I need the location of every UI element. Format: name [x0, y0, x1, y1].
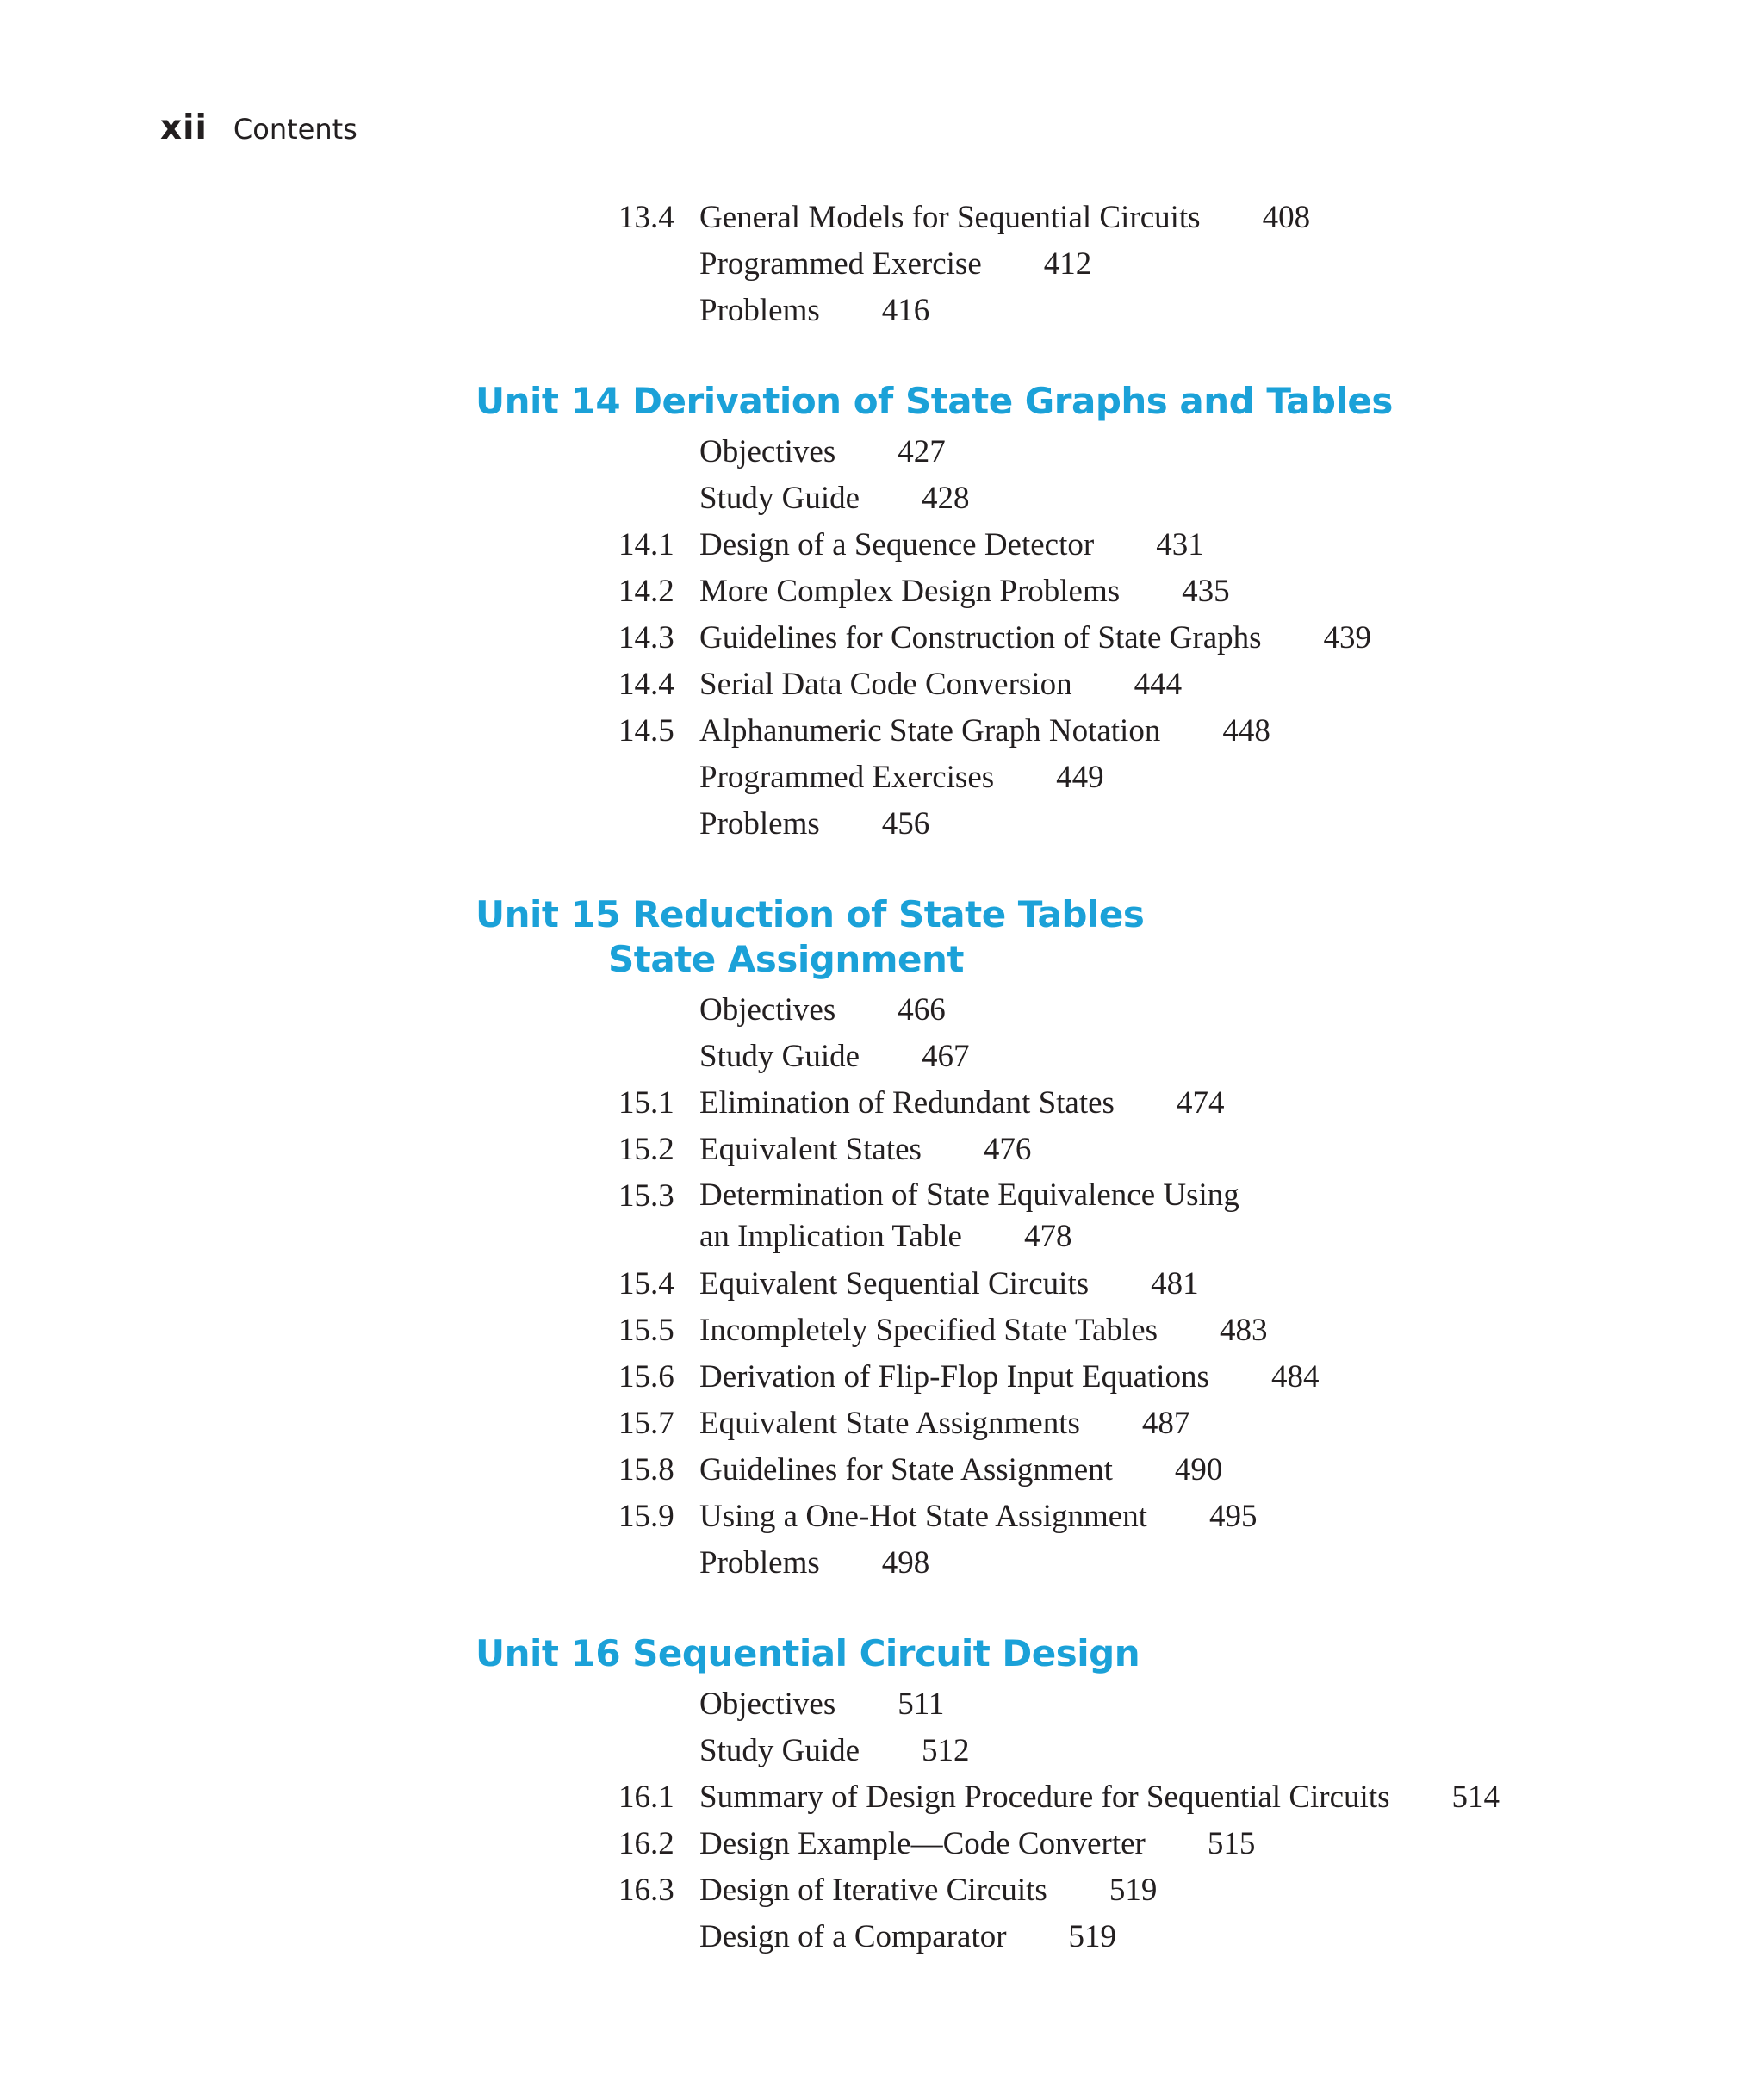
section-number: 14.3: [618, 620, 674, 655]
section-number: 15.3: [618, 1178, 674, 1214]
section-number: 13.4: [618, 200, 674, 235]
entry-title: Study Guide: [699, 1039, 860, 1074]
entry-title: More Complex Design Problems: [699, 574, 1121, 609]
section-number: 14.5: [618, 713, 674, 749]
entry-title: Summary of Design Procedure for Sequential Circuits: [699, 1780, 1390, 1815]
entry-page: 435: [1182, 574, 1230, 609]
section-number: 15.6: [618, 1359, 674, 1395]
entry-title: Incompletely Specified State Tables: [699, 1313, 1158, 1348]
running-head: [160, 109, 357, 160]
entry-page: 416: [881, 293, 930, 328]
entry-page: 444: [1134, 667, 1183, 702]
entry-title: Derivation of Flip-Flop Input Equations: [699, 1359, 1209, 1395]
entry-title: Guidelines for State Assignment: [699, 1452, 1113, 1488]
section-number: 14.2: [618, 574, 674, 609]
unit-15-heading-line1: Unit 15 Reduction of State Tables: [475, 893, 1145, 935]
entry-page: 449: [1056, 760, 1104, 795]
entry-title: Objectives: [699, 1687, 836, 1722]
entry-title: Study Guide: [699, 1733, 860, 1768]
section-number: 16.3: [618, 1873, 674, 1908]
entry-page: 519: [1109, 1873, 1158, 1908]
entry-page: 481: [1151, 1266, 1199, 1301]
entry-page: 490: [1174, 1452, 1223, 1488]
entry-page: 515: [1207, 1826, 1256, 1861]
entry-title: Equivalent States: [699, 1132, 922, 1167]
entry-title: Problems: [699, 1545, 820, 1581]
entry-title: Programmed Exercises: [699, 760, 995, 795]
entry-page: 466: [898, 992, 946, 1028]
entry-title: Elimination of Redundant States: [699, 1085, 1115, 1121]
entry-title: Equivalent State Assignments: [699, 1406, 1080, 1441]
entry-title: Design of a Comparator: [699, 1919, 1007, 1954]
entry-title-continued: an Implication Table: [699, 1219, 962, 1254]
section-number: 15.4: [618, 1266, 674, 1301]
entry-title: Guidelines for Construction of State Graphs: [699, 620, 1262, 655]
section-number: 15.5: [618, 1313, 674, 1348]
entry-title: Design Example—Code Converter: [699, 1826, 1146, 1861]
running-title: Contents: [233, 113, 357, 146]
entry-page: 484: [1270, 1359, 1320, 1395]
entry-page: 431: [1156, 527, 1204, 562]
unit-14-heading[interactable]: Unit 14 Derivation of State Graphs and Tables: [475, 380, 1393, 422]
entry-title: Serial Data Code Conversion: [699, 667, 1072, 702]
entry-title: Problems: [699, 293, 820, 328]
entry-title: Programmed Exercise: [699, 246, 982, 282]
entry-page: 514: [1451, 1780, 1500, 1815]
section-number: 14.1: [618, 527, 674, 562]
unit-15-heading[interactable]: [475, 892, 1144, 982]
unit-16-heading[interactable]: Unit 16 Sequential Circuit Design: [475, 1632, 1140, 1674]
section-number: 15.8: [618, 1452, 674, 1488]
entry-page: 487: [1141, 1406, 1190, 1441]
entry-page: 476: [983, 1132, 1032, 1167]
entry-title: Objectives: [699, 434, 836, 469]
entry-title: Determination of State Equivalence Using: [699, 1177, 1239, 1213]
entry-page: 478: [1023, 1219, 1072, 1254]
section-number: 16.2: [618, 1826, 674, 1861]
entry-page: 495: [1209, 1499, 1258, 1534]
entry-page: 408: [1262, 200, 1311, 235]
entry-page: 483: [1220, 1313, 1268, 1348]
entry-page: 412: [1043, 246, 1092, 282]
entry-page: 519: [1068, 1919, 1117, 1954]
entry-title: Equivalent Sequential Circuits: [699, 1266, 1090, 1301]
section-number: 16.1: [618, 1780, 674, 1815]
entry-title: General Models for Sequential Circuits: [699, 200, 1201, 235]
entry-title: Problems: [699, 806, 820, 842]
unit-15-heading-line2: State Assignment: [608, 938, 964, 980]
entry-page: 474: [1176, 1085, 1225, 1121]
section-number: 15.9: [618, 1499, 674, 1534]
section-number: 15.2: [618, 1132, 674, 1167]
page-number: xii: [160, 109, 208, 147]
entry-page: 448: [1222, 713, 1270, 749]
entry-page: 456: [881, 806, 930, 842]
entry-title: Alphanumeric State Graph Notation: [699, 713, 1161, 749]
entry-page: 512: [922, 1733, 970, 1768]
entry-page: 427: [898, 434, 946, 469]
entry-title: Design of Iterative Circuits: [699, 1873, 1047, 1908]
entry-page: 467: [922, 1039, 970, 1074]
entry-page: 498: [881, 1545, 930, 1581]
entry-page: 511: [898, 1687, 945, 1722]
section-number: 15.7: [618, 1406, 674, 1441]
entry-page: 428: [922, 481, 970, 516]
section-number: 15.1: [618, 1085, 674, 1121]
entry-title: Study Guide: [699, 481, 860, 516]
entry-title: Objectives: [699, 992, 836, 1028]
entry-title: Design of a Sequence Detector: [699, 527, 1095, 562]
section-number: 14.4: [618, 667, 674, 702]
entry-page: 439: [1323, 620, 1372, 655]
entry-title: Using a One-Hot State Assignment: [699, 1499, 1148, 1534]
